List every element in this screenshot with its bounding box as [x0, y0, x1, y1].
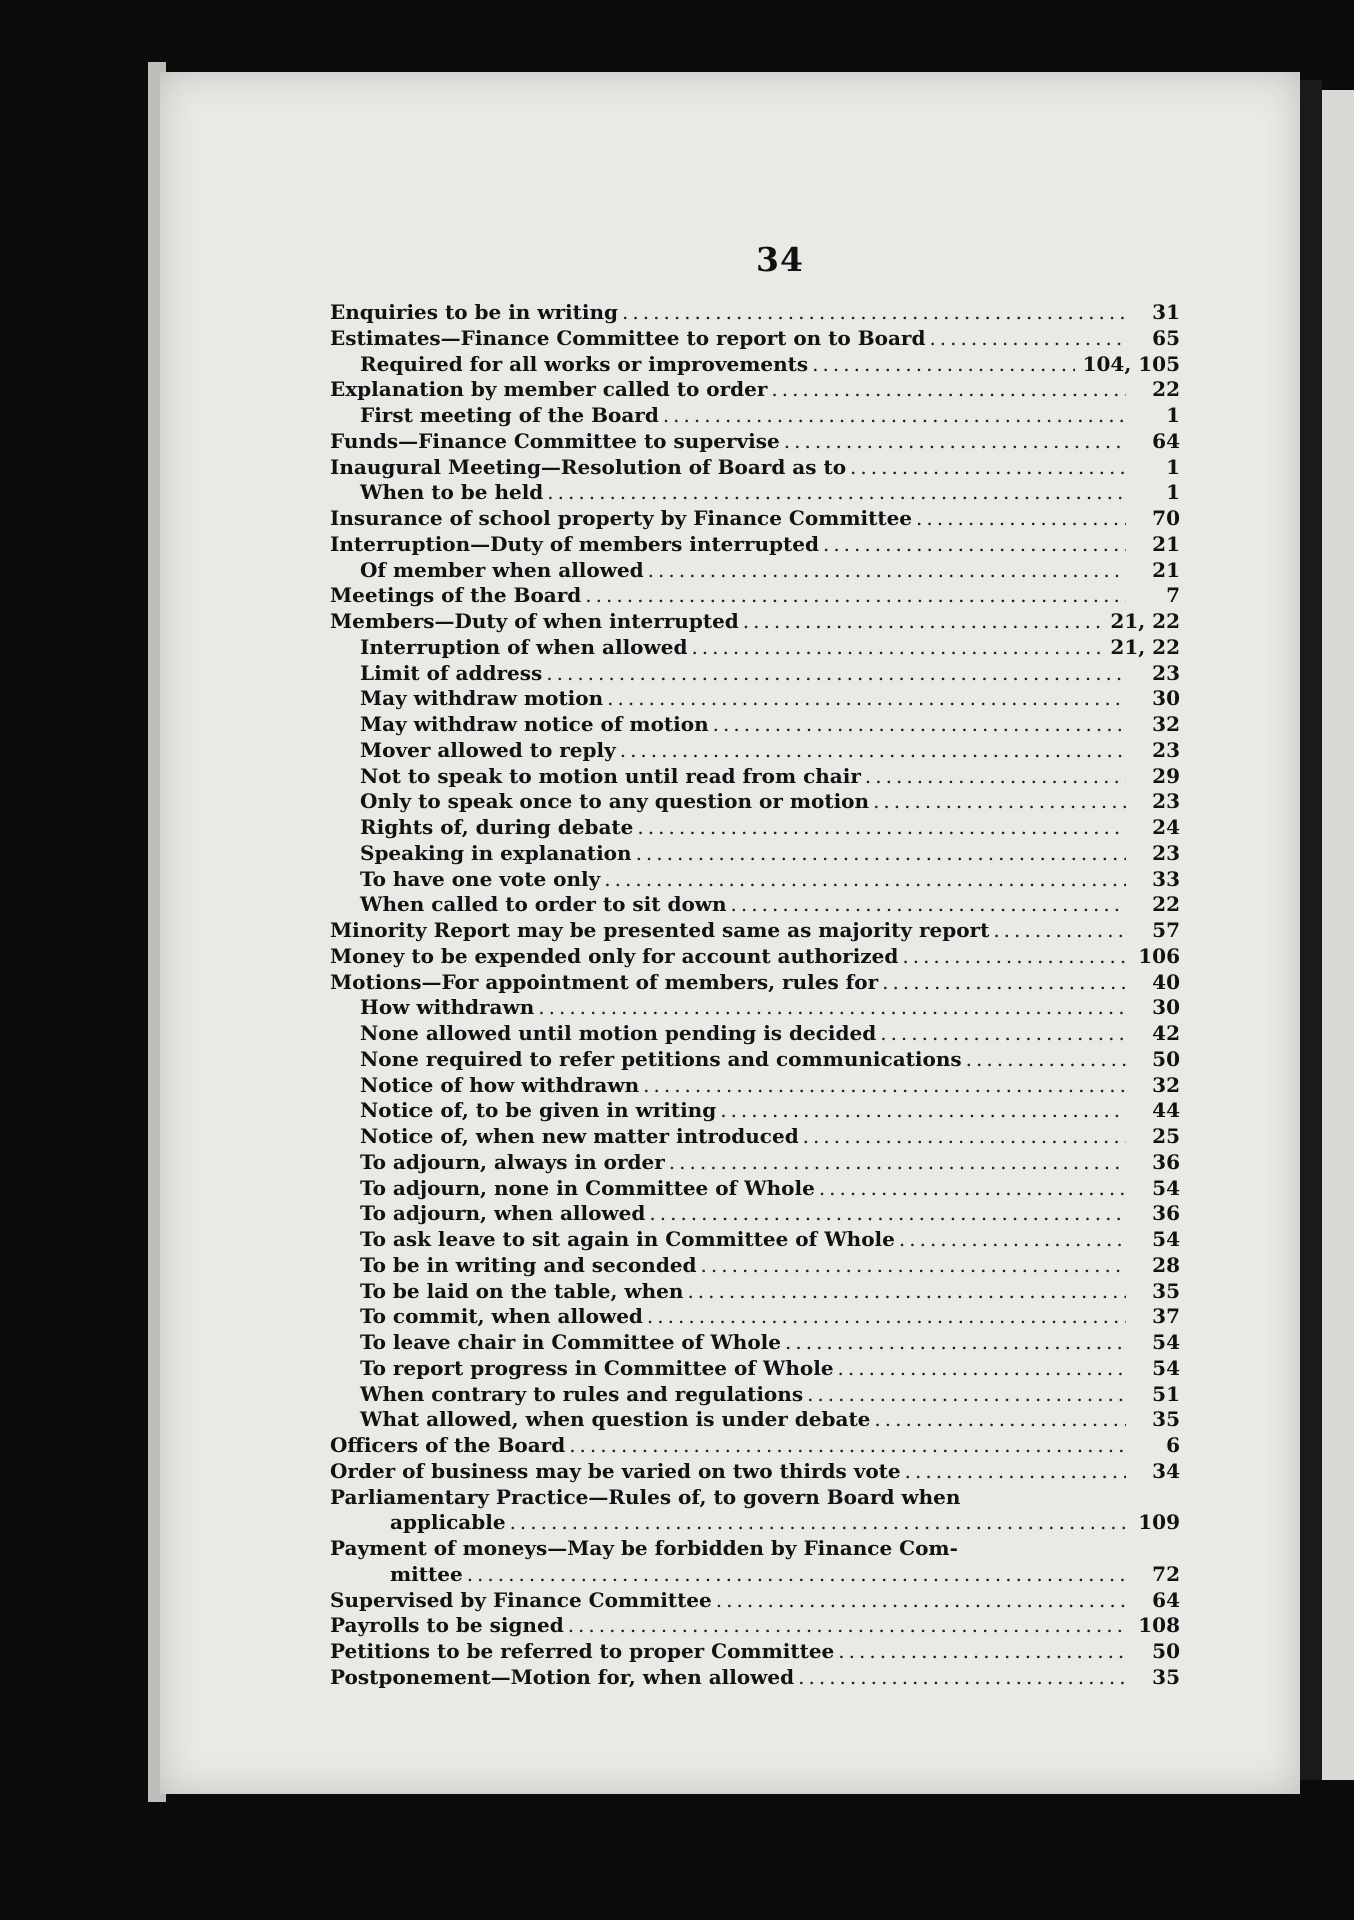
entry-page-reference: 22 — [1152, 892, 1180, 917]
entry-text: applicable — [390, 1510, 506, 1535]
entry-text: To be in writing and seconded — [360, 1252, 697, 1277]
entry-text: Required for all works or improvements — [360, 351, 809, 376]
entry-page-reference: 23 — [1152, 840, 1180, 865]
entry-text: First meeting of the Board — [360, 403, 659, 427]
dot-leader — [467, 1562, 1126, 1588]
dot-leader — [743, 609, 1103, 635]
index-entry — [330, 1562, 1180, 1588]
index-entry — [330, 841, 1180, 867]
entry-text: Not to speak to motion until read from chair — [360, 763, 861, 788]
entry-page-reference: 104, 105 — [1082, 351, 1180, 376]
entry-page-reference: 54 — [1152, 1355, 1180, 1380]
dot-leader — [882, 970, 1126, 996]
entry-text: What allowed, when question is under debate — [360, 1407, 871, 1432]
entry-text: None allowed until motion pending is decided — [360, 1021, 877, 1045]
entry-text: When contrary to rules and regulations — [360, 1381, 804, 1406]
entry-page-reference: 21, 22 — [1110, 634, 1180, 659]
index-entry — [330, 1330, 1180, 1356]
index-entry — [330, 1356, 1180, 1382]
dot-leader — [620, 738, 1126, 764]
entry-page-reference: 65 — [1152, 325, 1180, 350]
entry-page-reference: 29 — [1152, 763, 1180, 788]
entry-page-reference: 1 — [1166, 454, 1180, 479]
index-entry — [330, 970, 1180, 996]
dot-leader — [720, 1098, 1126, 1124]
index-entry — [330, 918, 1180, 944]
entry-page-reference: 36 — [1152, 1201, 1180, 1226]
index-entry — [330, 686, 1180, 712]
dot-leader — [784, 429, 1126, 455]
entry-page-reference: 1 — [1166, 480, 1180, 505]
index-entry — [330, 377, 1180, 403]
entry-text: mittee — [390, 1561, 463, 1586]
dot-leader — [812, 352, 1074, 378]
entry-text: Funds—Finance Committee to supervise — [330, 428, 780, 453]
index-entry — [330, 995, 1180, 1021]
dot-leader — [647, 1304, 1126, 1330]
entry-page-reference: 30 — [1152, 686, 1180, 711]
entry-page-reference: 51 — [1152, 1381, 1180, 1406]
dot-leader — [643, 1073, 1126, 1099]
dot-leader — [874, 1407, 1126, 1433]
entry-text: Inaugural Meeting—Resolution of Board as to — [330, 454, 847, 479]
entry-page-reference: 31 — [1152, 300, 1180, 324]
index-entry — [330, 764, 1180, 790]
entry-text: How withdrawn — [360, 995, 535, 1020]
entry-text: Estimates—Finance Committee to report on to Board — [330, 325, 926, 350]
dot-leader — [771, 377, 1126, 403]
dot-leader — [916, 506, 1126, 532]
index-entry — [330, 1613, 1180, 1639]
entry-text: Order of business may be varied on two thirds vote — [330, 1458, 901, 1483]
entry-page-reference: 7 — [1166, 583, 1180, 608]
entry-page-reference: 108 — [1138, 1613, 1180, 1638]
dot-leader — [905, 1459, 1126, 1485]
entry-text: To be laid on the table, when — [360, 1278, 684, 1303]
index-entry — [330, 815, 1180, 841]
entry-page-reference: 28 — [1152, 1252, 1180, 1277]
entry-page-reference: 106 — [1138, 943, 1180, 968]
dot-leader — [838, 1639, 1126, 1665]
index-entry — [330, 1227, 1180, 1253]
dot-leader — [687, 1279, 1126, 1305]
entry-text: Interruption of when allowed — [360, 634, 688, 659]
index-entry — [330, 1150, 1180, 1176]
entry-text: When to be held — [360, 480, 544, 505]
entry-text: Petitions to be referred to proper Committee — [330, 1639, 835, 1663]
entry-text: To adjourn, always in order — [360, 1149, 665, 1174]
entry-page-reference: 23 — [1152, 789, 1180, 814]
dot-leader — [873, 789, 1126, 815]
index-entry — [330, 352, 1180, 378]
index-entry — [330, 455, 1180, 481]
dot-leader — [929, 326, 1126, 352]
entry-text: To ask leave to sit again in Committee of Whole — [360, 1227, 895, 1251]
page-number: 34 — [756, 240, 804, 279]
index-entry — [330, 661, 1180, 687]
index-entry — [330, 480, 1180, 506]
index-entry — [330, 1124, 1180, 1150]
entry-text: Interruption—Duty of members interrupted — [330, 531, 819, 556]
entry-text: Motions—For appointment of members, rules for — [330, 969, 879, 994]
entry-text: Enquiries to be in writing — [330, 300, 619, 324]
entry-page-reference: 35 — [1152, 1407, 1180, 1432]
index-entry — [330, 1665, 1180, 1691]
entry-page-reference: 54 — [1152, 1227, 1180, 1251]
index-entry — [330, 892, 1180, 918]
entry-text: May withdraw motion — [360, 686, 604, 711]
dot-leader — [713, 712, 1126, 738]
index-entry — [330, 1253, 1180, 1279]
index-entries — [330, 300, 1180, 1691]
dot-leader — [823, 532, 1126, 558]
dot-leader — [807, 1382, 1126, 1408]
entry-page-reference: 57 — [1152, 918, 1180, 942]
adjacent-page-edge — [1322, 90, 1354, 1780]
dot-leader — [569, 1433, 1126, 1459]
dot-leader — [568, 1613, 1126, 1639]
index-entry — [330, 1433, 1180, 1459]
entry-text: Explanation by member called to order — [330, 377, 768, 402]
index-entry — [330, 1485, 1180, 1511]
dot-leader — [604, 867, 1126, 893]
entry-text: Notice of, when new matter introduced — [360, 1124, 799, 1148]
index-entry — [330, 506, 1180, 532]
entry-text: Of member when allowed — [360, 557, 644, 582]
dot-leader — [838, 1356, 1126, 1382]
entry-text: To have one vote only — [360, 866, 601, 891]
dot-leader — [663, 403, 1126, 429]
entry-page-reference: 50 — [1152, 1046, 1180, 1071]
dot-leader — [785, 1330, 1126, 1356]
dot-leader — [993, 918, 1126, 944]
dot-leader — [510, 1510, 1126, 1536]
entry-text: To commit, when allowed — [360, 1304, 643, 1329]
entry-page-reference: 44 — [1152, 1098, 1180, 1123]
entry-page-reference: 33 — [1152, 866, 1180, 891]
entry-text: Insurance of school property by Finance Committee — [330, 506, 913, 530]
entry-page-reference: 35 — [1152, 1278, 1180, 1303]
entry-page-reference: 25 — [1152, 1124, 1180, 1148]
entry-text: To report progress in Committee of Whole — [360, 1355, 834, 1380]
entry-page-reference: 37 — [1152, 1304, 1180, 1329]
index-entry — [330, 635, 1180, 661]
entry-page-reference: 23 — [1152, 737, 1180, 762]
entry-text: To adjourn, when allowed — [360, 1201, 646, 1226]
index-entry — [330, 1047, 1180, 1073]
index-entry — [330, 1382, 1180, 1408]
index-entry — [330, 738, 1180, 764]
entry-page-reference: 42 — [1152, 1021, 1180, 1045]
index-entry — [330, 712, 1180, 738]
entry-text: To leave chair in Committee of Whole — [360, 1330, 781, 1354]
entry-page-reference: 64 — [1152, 1587, 1180, 1612]
entry-text: Rights of, during debate — [360, 815, 634, 839]
dot-leader — [669, 1150, 1126, 1176]
entry-page-reference: 50 — [1152, 1639, 1180, 1663]
entry-text: Officers of the Board — [330, 1433, 566, 1457]
index-entry — [330, 1407, 1180, 1433]
entry-text: When called to order to sit down — [360, 892, 727, 917]
index-entry — [330, 403, 1180, 429]
dot-leader — [865, 764, 1126, 790]
dot-leader — [691, 635, 1102, 661]
entry-page-reference: 70 — [1152, 506, 1180, 530]
dot-leader — [803, 1124, 1126, 1150]
entry-page-reference: 22 — [1152, 377, 1180, 402]
index-entry — [330, 1176, 1180, 1202]
index-entry — [330, 583, 1180, 609]
entry-text: Speaking in explanation — [360, 840, 632, 865]
index-entry — [330, 1588, 1180, 1614]
entry-page-reference: 32 — [1152, 712, 1180, 736]
entry-text: Payment of moneys—May be forbidden by Finance Com- — [330, 1536, 958, 1560]
index-entry — [330, 867, 1180, 893]
entry-page-reference: 54 — [1152, 1175, 1180, 1200]
entry-text: None required to refer petitions and communications — [360, 1046, 962, 1071]
dot-leader — [636, 841, 1126, 867]
entry-text: Notice of how withdrawn — [360, 1072, 640, 1097]
dot-leader — [547, 480, 1126, 506]
entry-page-reference: 64 — [1152, 428, 1180, 453]
entry-text: Parliamentary Practice—Rules of, to govern Board when — [330, 1484, 961, 1509]
index-entry — [330, 1536, 1180, 1562]
dot-leader — [731, 892, 1126, 918]
page-gutter-shadow — [1300, 80, 1322, 1780]
index-entry — [330, 532, 1180, 558]
index-entry — [330, 1510, 1180, 1536]
index-entry — [330, 326, 1180, 352]
dot-leader — [850, 455, 1126, 481]
dot-leader — [546, 661, 1126, 687]
dot-leader — [538, 995, 1126, 1021]
index-entry — [330, 1459, 1180, 1485]
dot-leader — [966, 1047, 1126, 1073]
entry-page-reference: 6 — [1166, 1433, 1180, 1457]
entry-page-reference: 109 — [1138, 1510, 1180, 1535]
index-entry — [330, 1098, 1180, 1124]
index-entry — [330, 429, 1180, 455]
entry-text: Money to be expended only for account authorized — [330, 943, 899, 968]
entry-text: Postponement—Motion for, when allowed — [330, 1664, 795, 1689]
entry-text: Supervised by Finance Committee — [330, 1587, 712, 1612]
index-entry — [330, 1639, 1180, 1665]
index-entry — [330, 1201, 1180, 1227]
entry-page-reference: 21 — [1152, 557, 1180, 582]
entry-text: Limit of address — [360, 660, 543, 685]
entry-page-reference: 21 — [1152, 531, 1180, 556]
entry-text: Notice of, to be given in writing — [360, 1098, 717, 1123]
entry-page-reference: 30 — [1152, 995, 1180, 1020]
entry-page-reference: 1 — [1166, 403, 1180, 427]
entry-page-reference: 21, 22 — [1110, 609, 1180, 633]
dot-leader — [798, 1665, 1126, 1691]
entry-text: Mover allowed to reply — [360, 737, 616, 762]
entry-page-reference: 54 — [1152, 1330, 1180, 1354]
index-entry — [330, 944, 1180, 970]
dot-leader — [716, 1588, 1126, 1614]
dot-leader — [819, 1176, 1126, 1202]
entry-page-reference: 36 — [1152, 1149, 1180, 1174]
entry-page-reference: 24 — [1152, 815, 1180, 839]
entry-page-reference: 32 — [1152, 1072, 1180, 1097]
dot-leader — [585, 583, 1126, 609]
entry-page-reference: 34 — [1152, 1458, 1180, 1483]
index-entry — [330, 609, 1180, 635]
entry-text: Payrolls to be signed — [330, 1613, 564, 1638]
dot-leader — [649, 1201, 1126, 1227]
entry-page-reference: 35 — [1152, 1664, 1180, 1689]
dot-leader — [607, 686, 1126, 712]
dot-leader — [902, 944, 1126, 970]
entry-page-reference: 23 — [1152, 660, 1180, 685]
entry-text: May withdraw notice of motion — [360, 712, 709, 736]
entry-text: To adjourn, none in Committee of Whole — [360, 1175, 815, 1200]
entry-text: Minority Report may be presented same as majority report — [330, 918, 990, 942]
index-entry — [330, 300, 1180, 326]
index-entry — [330, 1021, 1180, 1047]
dot-leader — [637, 815, 1126, 841]
index-entry — [330, 558, 1180, 584]
dot-leader — [701, 1253, 1126, 1279]
index-entry — [330, 789, 1180, 815]
entry-text: Meetings of the Board — [330, 583, 582, 608]
dot-leader — [899, 1227, 1126, 1253]
dot-leader — [880, 1021, 1126, 1047]
index-entry — [330, 1073, 1180, 1099]
entry-text: Members—Duty of when interrupted — [330, 609, 739, 633]
index-entry — [330, 1279, 1180, 1305]
entry-page-reference: 40 — [1152, 969, 1180, 994]
index-entry — [330, 1304, 1180, 1330]
entry-text: Only to speak once to any question or motion — [360, 789, 870, 814]
dot-leader — [648, 558, 1126, 584]
entry-page-reference: 72 — [1152, 1561, 1180, 1586]
dot-leader — [622, 300, 1126, 326]
